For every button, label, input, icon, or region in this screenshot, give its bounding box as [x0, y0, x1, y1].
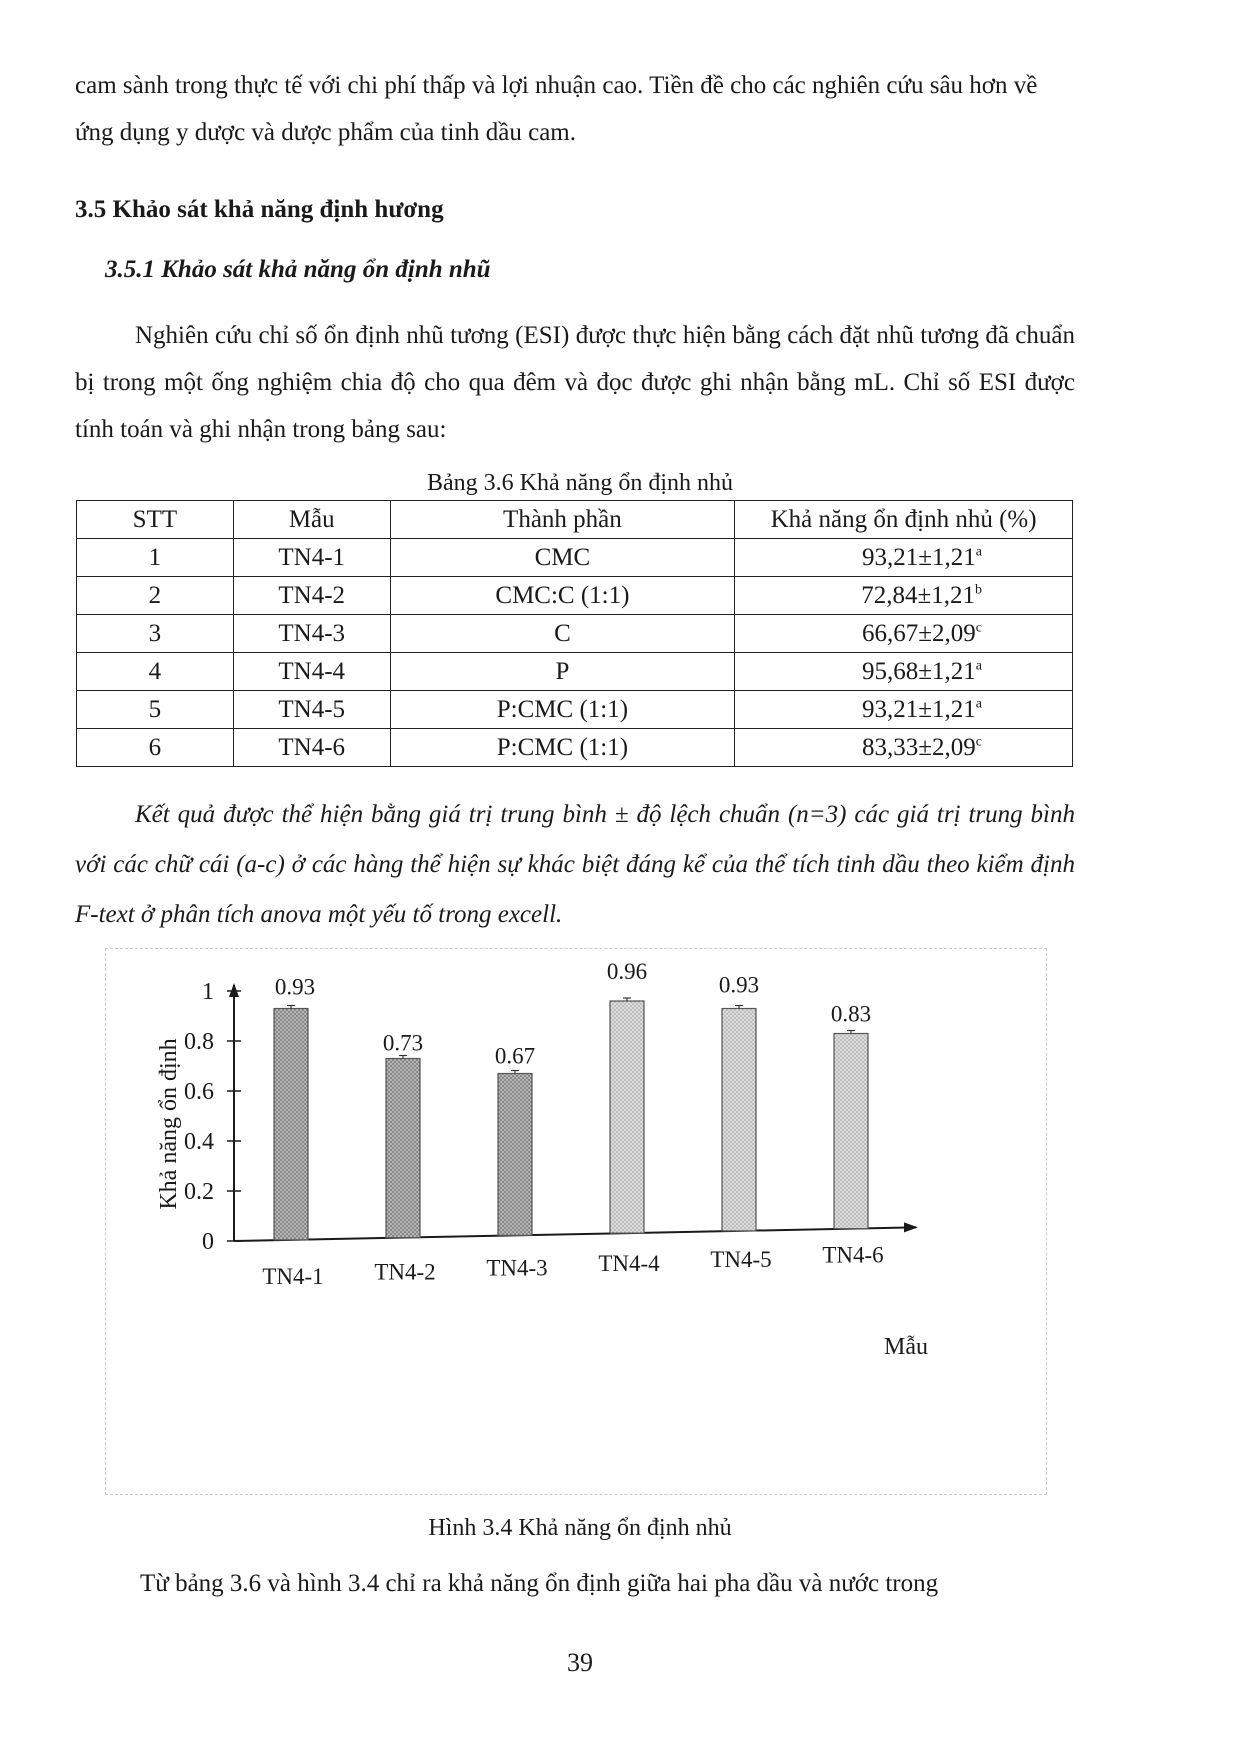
cell-value: [735, 729, 1073, 767]
x-tick-label: TN4-4: [598, 1251, 660, 1277]
table-note: Kết quả được thể hiện bằng giá trị trung bình ± độ lệch chuẩn (n=3) các giá trị trung bình với các chữ cái (a-c) ở các hàng thể hiện sự khác biệt đáng kể của thể tích tinh dầu theo kiểm định F-text ở phân tích anova một yếu tố trong excell.: [75, 801, 1075, 928]
data-label: 0.73: [382, 1030, 424, 1056]
table-caption: Bảng 3.6 Khả năng ổn định nhủ: [427, 470, 733, 496]
x-tick-label: TN4-3: [486, 1255, 548, 1281]
cell-stt: 4: [77, 653, 234, 691]
data-label: 0.83: [830, 1001, 872, 1027]
cell-stt: 3: [77, 615, 234, 653]
subsection-heading: 3.5.1 Khảo sát khả năng ổn định nhũ: [105, 256, 491, 283]
cell-mau: TN4-4: [233, 653, 390, 691]
value-superscript: c: [975, 734, 982, 750]
x-axis-label: Mẫu: [884, 1334, 928, 1360]
x-axis-arrow: [904, 1222, 918, 1232]
value-text: 66,67±2,09: [862, 619, 976, 647]
bar: [610, 1001, 644, 1233]
y-tick-label: 0.4: [184, 1129, 214, 1155]
bar: [834, 1034, 868, 1229]
table-row: [77, 653, 1073, 691]
header-mau: Mẫu: [233, 501, 390, 539]
bar: [722, 1009, 756, 1231]
cell-value: [735, 577, 1073, 615]
value-superscript: b: [975, 582, 982, 598]
bar: [274, 1009, 308, 1240]
x-tick-label: TN4-1: [262, 1263, 324, 1289]
paragraph-top: cam sành trong thực tế với chi phí thấp và lợi nhuận cao. Tiền đề cho các nghiên cứu sâu hơn về ứng dụng y dược và dược phẩm của tinh dầu cam.: [75, 72, 1038, 146]
y-axis-arrow: [229, 983, 239, 997]
y-axis: [184, 979, 241, 1255]
cell-mau: TN4-5: [233, 691, 390, 729]
bar: [386, 1059, 420, 1238]
cell-mau: TN4-6: [233, 729, 390, 767]
header-kha-nang: Khả năng ổn định nhủ (%): [735, 501, 1073, 539]
x-tick-label: TN4-2: [374, 1259, 436, 1285]
table-row: [77, 729, 1073, 767]
page-number: 39: [567, 1648, 593, 1677]
bar-chart: [106, 949, 1046, 1494]
paragraph-esi: Nghiên cứu chỉ số ổn định nhũ tương (ESI) được thực hiện bằng cách đặt nhũ tương đã chuẩn bị trong một ống nghiệm chia độ cho qua đêm và đọc được ghi nhận bằng mL. Chỉ số ESI được tính toán và ghi nhận trong bảng sau:: [75, 322, 1075, 443]
cell-stt: 6: [77, 729, 234, 767]
cell-thanh-phan: P:CMC (1:1): [390, 691, 735, 729]
y-axis-label: Khả năng ổn định: [156, 1038, 182, 1210]
value-text: 95,68±1,21: [862, 657, 976, 685]
cell-thanh-phan: P: [390, 653, 735, 691]
table-row: [77, 539, 1073, 577]
value-text: 93,21±1,21: [862, 543, 976, 571]
cell-value: [735, 691, 1073, 729]
cell-mau: TN4-2: [233, 577, 390, 615]
cell-mau: TN4-3: [233, 615, 390, 653]
figure-caption: Hình 3.4 Khả năng ổn định nhủ: [428, 1515, 732, 1541]
cell-stt: 5: [77, 691, 234, 729]
paragraph-bottom: Từ bảng 3.6 và hình 3.4 chỉ ra khả năng ổn định giữa hai pha dầu và nước trong: [140, 1570, 939, 1597]
cell-thanh-phan: CMC: [390, 539, 735, 577]
value-text: 93,21±1,21: [862, 695, 976, 723]
y-tick-label: 0.6: [184, 1079, 214, 1105]
table-header-row: [77, 501, 1073, 539]
section-heading: 3.5 Khảo sát khả năng định hương: [75, 196, 444, 223]
esi-table: [76, 500, 1073, 767]
data-label: 0.93: [718, 972, 760, 998]
value-labels: [275, 959, 871, 1069]
cell-thanh-phan: CMC:C (1:1): [390, 577, 735, 615]
value-superscript: c: [975, 620, 982, 636]
y-tick-label: 0.8: [184, 1029, 214, 1055]
y-tick-label: 0: [202, 1229, 214, 1255]
header-stt: STT: [77, 501, 234, 539]
bars: [274, 998, 868, 1240]
table-row: [77, 691, 1073, 729]
cell-value: [735, 615, 1073, 653]
y-tick-label: 1: [202, 979, 214, 1005]
x-axis-line: [234, 1227, 916, 1241]
data-label: 0.93: [274, 974, 316, 1000]
x-tick-label: TN4-6: [822, 1242, 884, 1268]
bar: [498, 1074, 532, 1236]
value-text: 83,33±2,09: [862, 733, 976, 761]
data-label: 0.96: [606, 959, 648, 984]
value-text: 72,84±1,21: [861, 581, 975, 609]
value-superscript: a: [975, 696, 982, 712]
table-row: [77, 615, 1073, 653]
x-axis: [234, 1222, 918, 1289]
chart-frame: [105, 948, 1047, 1495]
cell-value: [735, 653, 1073, 691]
data-label: 0.67: [494, 1043, 536, 1069]
cell-value: [735, 539, 1073, 577]
cell-mau: TN4-1: [233, 539, 390, 577]
cell-stt: 1: [77, 539, 234, 577]
table-row: [77, 577, 1073, 615]
value-superscript: a: [975, 658, 982, 674]
cell-thanh-phan: P:CMC (1:1): [390, 729, 735, 767]
cell-thanh-phan: C: [390, 615, 735, 653]
value-superscript: a: [975, 544, 982, 560]
header-thanh-phan: Thành phần: [390, 501, 735, 539]
cell-stt: 2: [77, 577, 234, 615]
y-tick-label: 0.2: [184, 1179, 214, 1205]
x-tick-label: TN4-5: [710, 1246, 772, 1272]
